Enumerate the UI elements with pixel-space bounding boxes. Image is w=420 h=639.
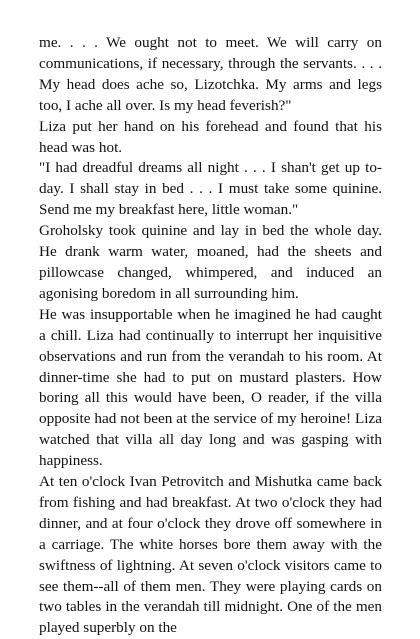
paragraph-3: "I had dreadful dreams all night . . . I shan't get up to-day. I shall stay in bed . . . I must take some quinine. Send me my breakfast here, little woman.": [39, 159, 382, 219]
paragraph-4: Groholsky took quinine and lay in bed the whole day. He drank warm water, moaned, had the sheets and pillowcase changed, whimpered, and induced an agonising boredom in all surrounding him.: [39, 222, 382, 302]
document-page: [39, 33, 382, 639]
paragraph-2: Liza put her hand on his forehead and found that his head was hot.: [39, 117, 382, 156]
paragraph-6: At ten o'clock Ivan Petrovitch and Mishutka came back from fishing and had breakfast. At two o'clock they had dinner, and at four o'clock they drove off somewhere in a carriage. The white horses bore them away with the swiftness of lightning. At seven o'clock visitors came to see them--all of them men. They were playing cards on two tables in the verandah till midnight. One of the men played superbly on the: [39, 473, 382, 637]
paragraph-1: me. . . . We ought not to meet. We will carry on communications, if necessary, through the servants. . . . My head does ache so, Lizotchka. My arms and legs too, I ache all over. Is my head feverish?": [39, 34, 382, 114]
paragraph-5: He was insupportable when he imagined he had caught a chill. Liza had continually to interrupt her inquisitive observations and run from the verandah to his room. At dinner-time she had to put on mustard plasters. How boring all this would have been, O reader, if the villa opposite had not been at the service of my heroine! Liza watched that villa all day long and was gasping with happiness.: [39, 305, 382, 470]
